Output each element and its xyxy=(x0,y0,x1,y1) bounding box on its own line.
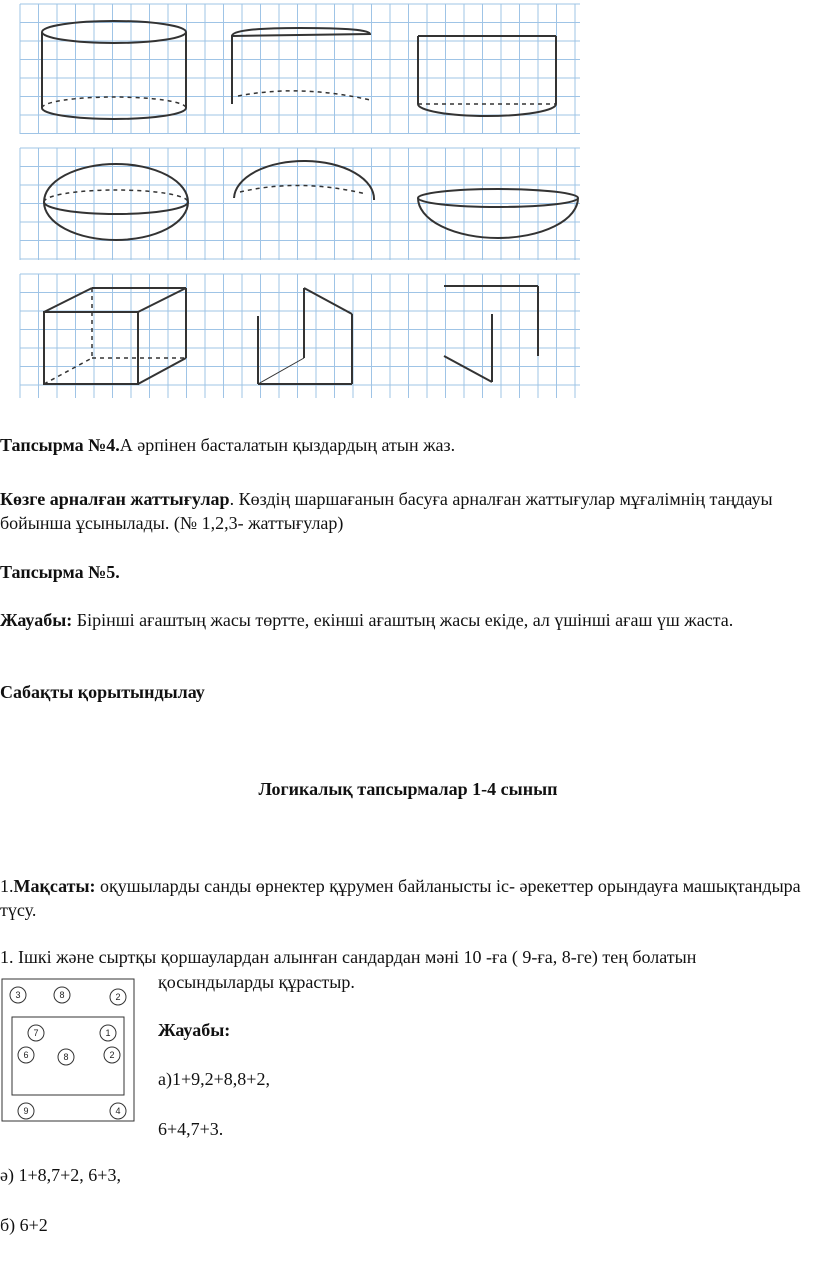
lesson-summary xyxy=(0,680,205,704)
cylinder-part-bottom xyxy=(418,36,556,116)
cube-full xyxy=(44,288,186,384)
answer-5-label: Жауабы: xyxy=(0,610,73,630)
answer-1-c: б) 6+2 xyxy=(0,1215,48,1235)
outer-circle-number: 8 xyxy=(59,990,65,1000)
inner-circle-number: 7 xyxy=(33,1028,39,1038)
cube-part-left xyxy=(258,288,352,384)
goal-prefix: 1. xyxy=(0,876,14,896)
section-heading-text: Логикалық тапсырмалар 1-4 сынып xyxy=(258,779,558,799)
cube-part-right xyxy=(444,286,538,382)
cylinder-part-top xyxy=(232,28,370,104)
task-1-line-1: 1. Ішкі және сыртқы қоршаулардан алынған сандардан мәні 10 -ға ( 9-ға, 8-ге) тең болатын xyxy=(0,947,697,967)
eye-exercises-label: Көзге арналған жаттығулар xyxy=(0,489,230,509)
inner-circle-number: 1 xyxy=(105,1028,111,1038)
lesson-summary-label: Сабақты қорытындылау xyxy=(0,682,205,702)
outer-circle-number: 2 xyxy=(109,1050,115,1060)
sphere-bottom-half xyxy=(418,189,578,238)
task-5-label: Тапсырма №5. xyxy=(0,562,120,582)
goal-text: оқушыларды санды өрнектер құрумен байланысты іс- әрекеттер орындауға машықтандыра түсу. xyxy=(0,876,801,920)
task-4-text: А әрпінен басталатын қыздардың атын жаз. xyxy=(119,435,456,455)
goal-label: Мақсаты: xyxy=(13,876,96,896)
section-heading xyxy=(0,777,816,801)
cylinder-full xyxy=(42,21,186,119)
answer-1-label: Жауабы: xyxy=(158,1020,231,1040)
outer-circle-number: 3 xyxy=(15,990,21,1000)
sphere-full xyxy=(44,164,188,240)
task-1-line-2: қосындыларды құрастыр. xyxy=(158,972,355,992)
answer-1-a2: 6+4,7+3. xyxy=(158,1119,224,1139)
inner-circle-number: 8 xyxy=(63,1052,69,1062)
outer-circle-number: 4 xyxy=(115,1106,121,1116)
outer-circle-number: 6 xyxy=(23,1050,29,1060)
outer-circle-number: 9 xyxy=(23,1106,29,1116)
eye-exercises xyxy=(0,487,810,535)
outer-circle-number: 2 xyxy=(115,992,121,1002)
answer-1-a: а)1+9,2+8,8+2, xyxy=(158,1069,270,1089)
geometry-figures xyxy=(0,0,816,410)
answer-1-b: ә) 1+8,7+2, 6+3, xyxy=(0,1165,121,1185)
goal xyxy=(0,874,810,922)
answer-5-text: Бірінші ағаштың жасы төртте, екінші ағаштың жасы екіде, ал үшінші ағаш үш жаста. xyxy=(72,610,734,630)
grid-panel-3 xyxy=(20,274,580,398)
grid-panel-1 xyxy=(20,4,580,134)
task-4-label: Тапсырма №4. xyxy=(0,435,120,455)
answer-5 xyxy=(0,608,810,632)
eye-exercises-text: . Көздің шаршағанын басуға арналған жаттығулар мұғалімнің таңдауы бойынша ұсынылады. (№ 1,2,3- жаттығулар) xyxy=(0,489,773,533)
number-diagram xyxy=(0,975,140,1127)
task-4 xyxy=(0,433,455,457)
task-5 xyxy=(0,560,120,584)
answer-1-label-row xyxy=(158,1018,230,1042)
